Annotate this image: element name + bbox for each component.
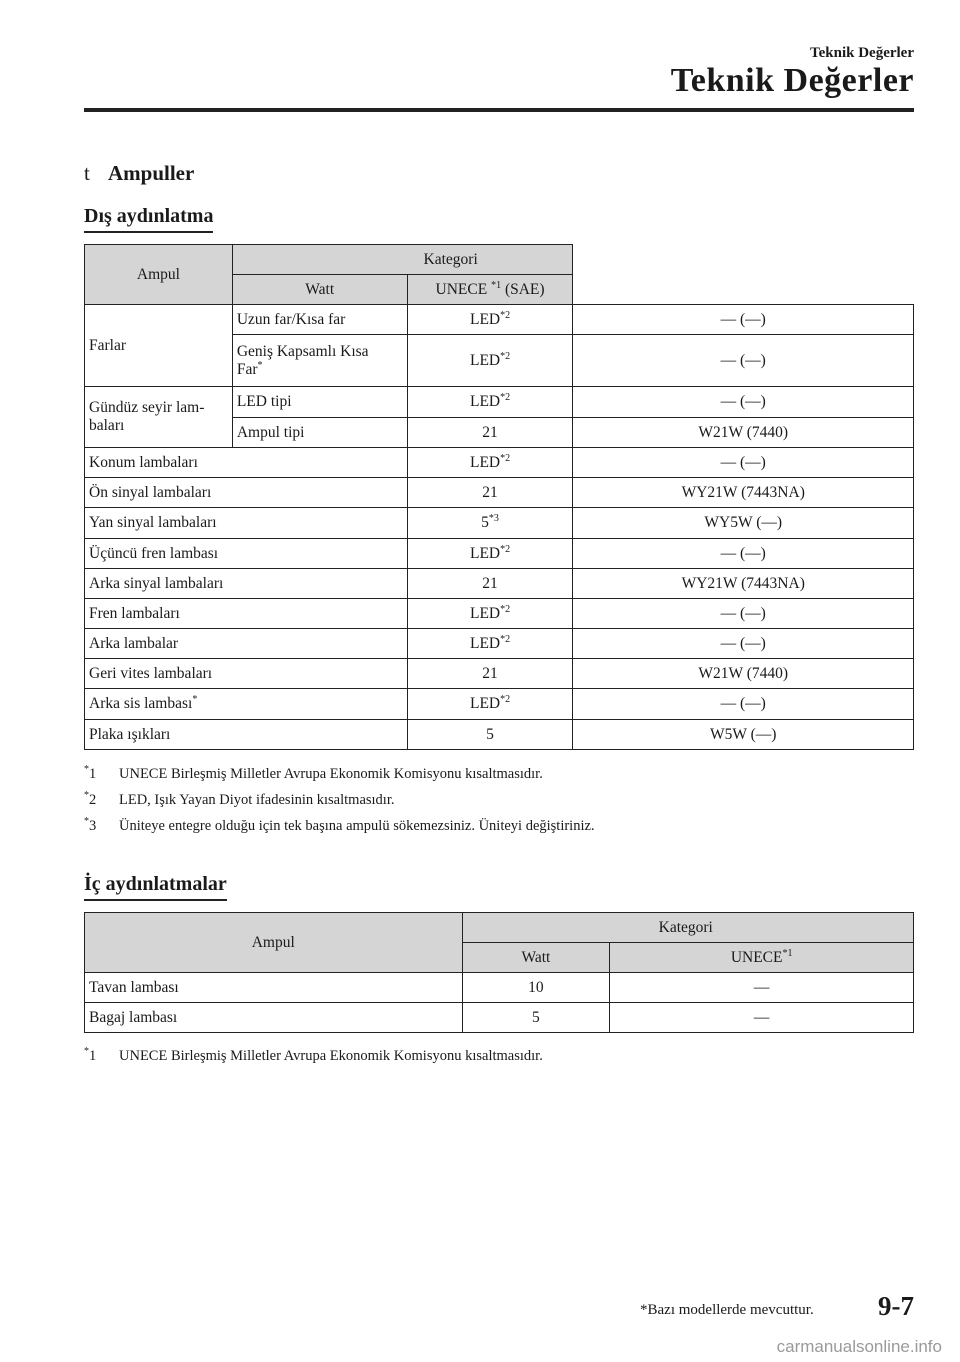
cell-watt: 21 bbox=[407, 569, 573, 599]
footer-note: *Bazı modellerde mevcuttur. bbox=[640, 1302, 814, 1318]
cell-unece: — bbox=[610, 973, 914, 1003]
cell-watt: LED$^{*2}$ bbox=[407, 689, 573, 720]
cell-led-tipi: LED tipi bbox=[232, 387, 407, 418]
cell-watt: 21 bbox=[407, 659, 573, 689]
cell-watt: LED$^{*2}$ bbox=[407, 448, 573, 478]
cell-unece: — (—) bbox=[573, 448, 914, 478]
col-kategori: Kategori bbox=[232, 245, 573, 275]
chapter-title: Teknik Değerler bbox=[670, 62, 914, 99]
cell-unece: W5W (—) bbox=[573, 720, 914, 750]
footnotes-exterior bbox=[84, 761, 595, 839]
row-ucuncu: Üçüncü fren lambası bbox=[85, 539, 408, 569]
running-header: Teknik Değerler bbox=[809, 45, 914, 61]
section-marker-icon: t bbox=[84, 161, 90, 185]
footnotes-interior bbox=[84, 1043, 543, 1069]
col-unece: UNECE $^{*1}$ (SAE) bbox=[407, 275, 573, 305]
cell-watt: LED$^{*2}$ bbox=[407, 599, 573, 629]
col-ampul: Ampul bbox=[85, 245, 233, 305]
row-tavan: Tavan lambası bbox=[85, 973, 463, 1003]
exterior-heading: Dış aydınlatma bbox=[84, 205, 213, 233]
row-geri: Geri vites lambaları bbox=[85, 659, 408, 689]
section-title bbox=[84, 161, 194, 186]
row-on-sinyal: Ön sinyal lambaları bbox=[85, 478, 408, 508]
footnote: *1 UNECE Birleşmiş Milletler Avrupa Ekonomik Komisyonu kısaltmasıdır. bbox=[84, 764, 543, 782]
page-number: 9-7 bbox=[878, 1291, 914, 1321]
footnote: *3 Üniteye entegre olduğu için tek başına ampulü sökemezsiniz. Üniteyi değiştiriniz. bbox=[84, 816, 595, 834]
row-yan-sinyal: Yan sinyal lambaları bbox=[85, 508, 408, 539]
cell-watt: 5$^{*3}$ bbox=[407, 508, 573, 539]
footnote: *2 LED, Işık Yayan Diyot ifadesinin kısaltmasıdır. bbox=[84, 790, 395, 808]
cell-unece: — (—) bbox=[573, 539, 914, 569]
header-rule bbox=[84, 108, 914, 112]
row-arka-sinyal: Arka sinyal lambaları bbox=[85, 569, 408, 599]
interior-heading: İç aydınlatmalar bbox=[84, 873, 227, 901]
col-ampul: Ampul bbox=[85, 913, 463, 973]
interior-bulb-table bbox=[84, 912, 914, 1033]
col-watt: Watt bbox=[462, 943, 610, 973]
row-gunduz: Gündüz seyir lam- baları bbox=[85, 387, 233, 448]
cell-unece: W21W (7440) bbox=[573, 659, 914, 689]
cell-unece: — (—) bbox=[573, 335, 914, 387]
cell-watt: 5 bbox=[462, 1003, 610, 1033]
cell-unece: — bbox=[610, 1003, 914, 1033]
row-fren: Fren lambaları bbox=[85, 599, 408, 629]
exterior-bulb-table bbox=[84, 244, 914, 750]
cell-unece: WY21W (7443NA) bbox=[573, 569, 914, 599]
watermark: carmanualsonline.info bbox=[776, 1337, 942, 1356]
row-arka: Arka lambalar bbox=[85, 629, 408, 659]
col-kategori: Kategori bbox=[462, 913, 913, 943]
footnote: *1 UNECE Birleşmiş Milletler Avrupa Ekonomik Komisyonu kısaltmasıdır. bbox=[84, 1046, 543, 1064]
cell-ampul-tipi: Ampul tipi bbox=[232, 418, 407, 448]
cell-unece: W21W (7440) bbox=[573, 418, 914, 448]
col-unece: UNECE$^{*1}$ bbox=[610, 943, 914, 973]
row-arka-sis: Arka sis lambası* bbox=[85, 689, 408, 720]
row-konum: Konum lambaları bbox=[85, 448, 408, 478]
cell-watt: LED$^{*2}$ bbox=[407, 629, 573, 659]
cell-unece: — (—) bbox=[573, 629, 914, 659]
cell-watt: 5 bbox=[407, 720, 573, 750]
cell-unece: — (—) bbox=[573, 599, 914, 629]
cell-watt: LED$^{*2}$ bbox=[407, 539, 573, 569]
section-title-text: Ampuller bbox=[108, 161, 195, 185]
row-bagaj: Bagaj lambası bbox=[85, 1003, 463, 1033]
cell-unece: — (—) bbox=[573, 387, 914, 418]
cell-uzun: Uzun far/Kısa far bbox=[232, 305, 407, 335]
cell-genis: Geniş Kapsamlı Kısa Far* bbox=[232, 335, 407, 387]
row-farlar: Farlar bbox=[85, 305, 233, 387]
cell-watt: 21 bbox=[407, 478, 573, 508]
cell-unece: WY5W (—) bbox=[573, 508, 914, 539]
cell-watt: 10 bbox=[462, 973, 610, 1003]
cell-watt: LED$^{*2}$ bbox=[407, 335, 573, 387]
cell-unece: WY21W (7443NA) bbox=[573, 478, 914, 508]
cell-watt: 21 bbox=[407, 418, 573, 448]
cell-unece: — (—) bbox=[573, 305, 914, 335]
cell-unece: — (—) bbox=[573, 689, 914, 720]
cell-watt: LED$^{*2}$ bbox=[407, 305, 573, 335]
row-plaka: Plaka ışıkları bbox=[85, 720, 408, 750]
col-watt: Watt bbox=[232, 275, 407, 305]
cell-watt: LED$^{*2}$ bbox=[407, 387, 573, 418]
